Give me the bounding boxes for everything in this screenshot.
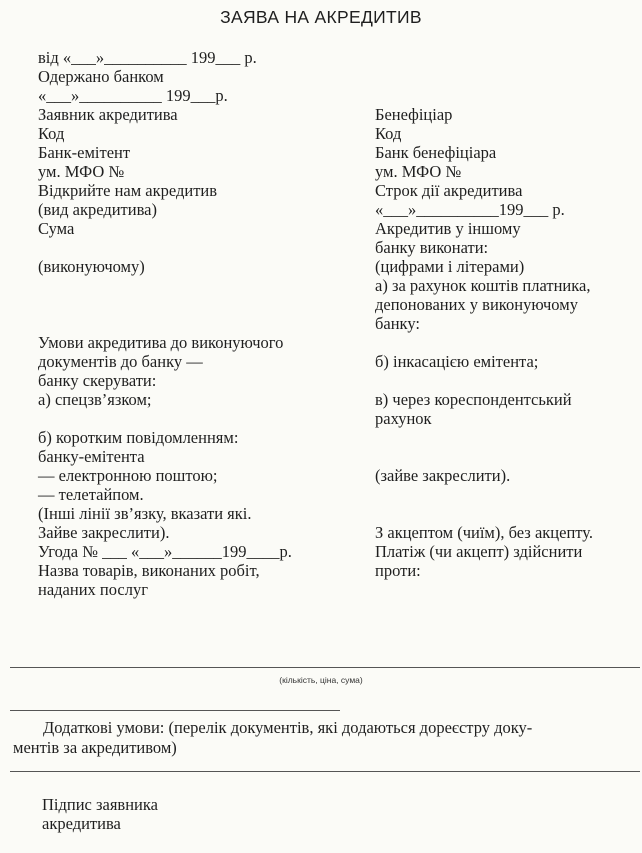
header-block [38,48,257,105]
beneficiary-code-label: Код [375,124,402,143]
additional-line-1: Додаткові умови: (перелік документів, які додаються дореєстру доку- [43,718,533,737]
received-date: «___»__________ 199___р. [38,86,228,105]
short-rule [10,710,340,711]
goods-line-2: наданих послуг [38,580,148,599]
option-a-line-3: банку: [375,314,420,333]
option-a-special: а) спецзв’язком; [38,390,152,409]
issuing-bank-label: Банк-емітент [38,143,131,162]
conditions-line-1: Умови акредитива до виконуючого [38,333,284,352]
validity-date: «___»__________199___ р. [375,200,565,219]
goods-line-1: Назва товарів, виконаних робіт, [38,561,260,580]
conditions-line-2: документів до банку — [38,352,203,371]
strike-note-right: (зайве закреслити). [375,466,511,485]
credit-kind-label: (вид акредитива) [38,200,157,219]
option-c-line-1: в) через кореспондентський [375,390,572,409]
option-b-collection: б) інкасацією емітента; [375,352,539,371]
signature-block [42,795,158,833]
quantity-caption: (кількість, ціна, сума) [279,675,363,685]
agreement-line: Угода № ___ «___»______199____р. [38,542,292,561]
applicant-code-label: Код [38,124,65,143]
option-c-line-2: рахунок [375,409,432,428]
strike-note-left: Зайве закреслити). [38,523,170,542]
left-column [38,105,292,599]
applicant-label: Заявник акредитива [38,105,178,124]
beneficiary-mfo-label: ум. МФО № [375,162,462,181]
figures-note: (цифрами і літерами) [375,257,525,276]
issuing-bank-mfo-label: ум. МФО № [38,162,125,181]
open-credit-label: Відкрийте нам акредитив [38,181,218,200]
option-a-line-2: депонованих у виконуючому [375,295,578,314]
other-bank-line-1: Акредитив у іншому [375,219,521,238]
beneficiary-bank-label: Банк бенефіціара [375,143,497,162]
additional-rule [10,771,640,772]
other-bank-line-2: банку виконати: [375,238,489,257]
amount-label: Сума [38,219,75,238]
acceptance-line: З акцептом (чиїм), без акцепту. [375,523,593,542]
payment-line-1: Платіж (чи акцепт) здійснити [375,542,583,561]
received-label: Одержано банком [38,67,164,86]
date-line: від «___»__________ 199___ р. [38,48,257,67]
signature-line-2: акредитива [42,814,121,833]
executing-label: (виконуючому) [38,257,145,276]
goods-rule [10,667,640,668]
teletype-option: — телетайпом. [38,485,144,504]
other-lines-note: (Інші лінії зв’язку, вказати які. [38,504,252,523]
payment-line-2: проти: [375,561,421,580]
option-b-short: б) коротким повідомленням: [38,428,239,447]
conditions-line-3: банку скерувати: [38,371,157,390]
additional-conditions [13,718,637,758]
beneficiary-label: Бенефіціар [375,105,453,124]
validity-label: Строк дії акредитива [375,181,523,200]
page-title: ЗАЯВА НА АКРЕДИТИВ [220,7,422,27]
option-a-line-1: а) за рахунок коштів платника, [375,276,591,295]
email-option: — електронною поштою; [38,466,218,485]
issuer-bank-label: банку-емітента [38,447,145,466]
additional-line-2: ментів за акредитивом) [13,738,177,757]
right-column [375,105,593,580]
signature-line-1: Підпис заявника [42,795,158,814]
